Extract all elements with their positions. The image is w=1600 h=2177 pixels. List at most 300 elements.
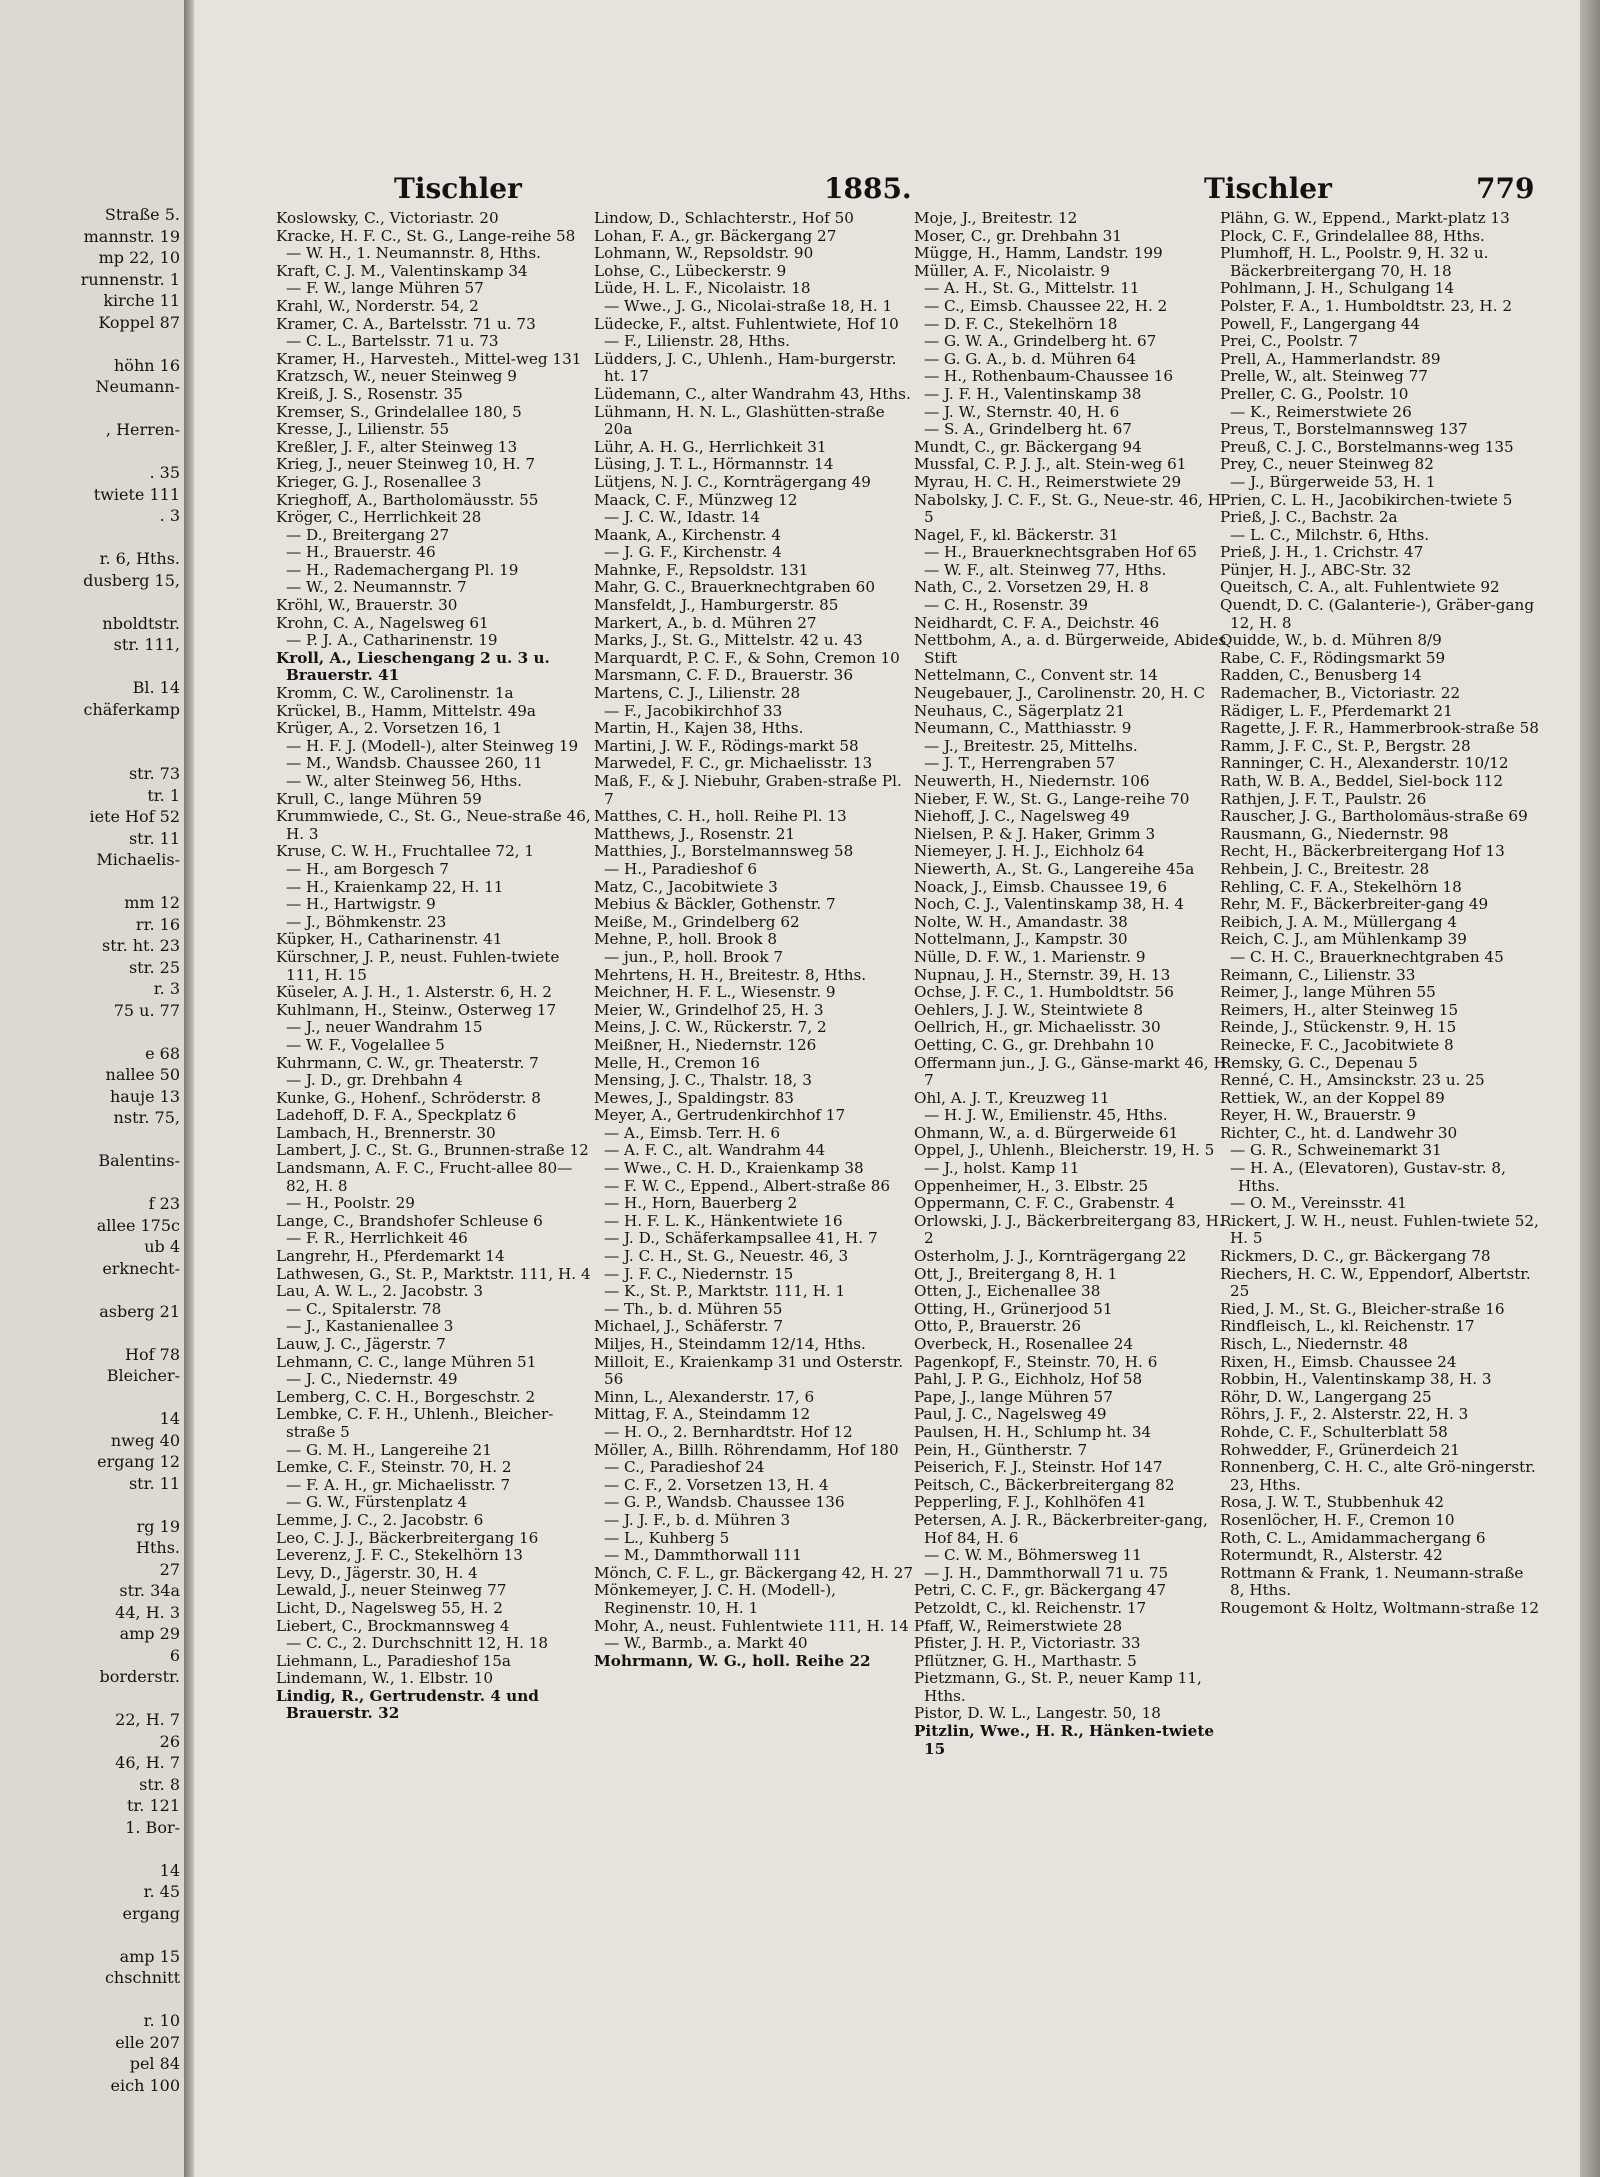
directory-entry: Michael, J., Schäferstr. 7 — [594, 1317, 784, 1336]
directory-entry: — P. J. A., Catharinenstr. 19 — [286, 631, 498, 650]
directory-entry: Marsmann, C. F. D., Brauerstr. 36 — [594, 666, 853, 685]
directory-entry: Meiße, M., Grindelberg 62 — [594, 912, 800, 931]
left-fragment-line: r. 3 — [153, 979, 180, 998]
directory-entry: Polster, F. A., 1. Humboldtstr. 23, H. 2 — [1220, 296, 1512, 315]
left-fragment-line: twiete 111 — [93, 484, 180, 504]
directory-entry: Rougemont & Holtz, Woltmann-straße 12 — [1220, 1598, 1540, 1617]
directory-entry: — D., Breitergang 27 — [286, 525, 450, 544]
directory-entry: Ochse, J. F. C., 1. Humboldtstr. 56 — [914, 983, 1174, 1002]
directory-entry: Kunke, G., Hohenf., Schröderstr. 8 — [276, 1088, 541, 1107]
directory-entry: Orlowski, J. J., Bäckerbreitergang 83, H. 2 — [914, 1211, 1224, 1248]
directory-entry: Pistor, D. W. L., Langestr. 50, 18 — [914, 1704, 1161, 1723]
directory-entry: Reich, C. J., am Mühlenkamp 39 — [1220, 930, 1467, 949]
directory-entry: Mebius & Bäckler, Gothenstr. 7 — [594, 895, 836, 914]
directory-entry: — H., Rothenbaum-Chaussee 16 — [924, 367, 1174, 386]
directory-entry: Pohlmann, J. H., Schulgang 14 — [1220, 279, 1455, 298]
left-fragment-line — [0, 441, 180, 463]
directory-entry: Kromm, C. W., Carolinenstr. 1a — [276, 684, 514, 703]
directory-entry: — W., 2. Neumannstr. 7 — [286, 578, 467, 597]
left-fragment-line: rg 19 — [136, 1516, 180, 1536]
directory-entry: Lau, A. W. L., 2. Jacobstr. 3 — [276, 1282, 484, 1301]
directory-entry: Otto, P., Brauerstr. 26 — [914, 1317, 1082, 1336]
directory-entry: Oellrich, H., gr. Michaelisstr. 30 — [914, 1018, 1161, 1037]
directory-entry: — G. R., Schweinemarkt 31 — [1230, 1141, 1442, 1160]
left-fragment-line: str. 34a — [119, 1581, 180, 1600]
left-fragment-line: asberg 21 — [99, 1301, 180, 1321]
left-fragment-line: elle 207 — [115, 2032, 180, 2052]
directory-entry: — G. G. A., b. d. Mühren 64 — [924, 349, 1137, 368]
directory-entry: Preus, T., Borstelmannsweg 137 — [1220, 420, 1468, 439]
left-fragment-line: höhn 16 — [114, 355, 180, 375]
left-fragment-line: 75 u. 77 — [113, 1000, 180, 1020]
directory-page — [194, 0, 1580, 2177]
directory-entry: Lambert, J. C., St. G., Brunnen-straße 12 — [276, 1141, 589, 1160]
directory-entry: Risch, L., Niedernstr. 48 — [1220, 1335, 1408, 1353]
directory-entry: — J. D., gr. Drehbahn 4 — [286, 1071, 463, 1090]
directory-entry: Rindfleisch, L., kl. Reichenstr. 17 — [1220, 1317, 1475, 1336]
directory-entry: Queitsch, C. A., alt. Fuhlentwiete 92 — [1220, 578, 1500, 597]
directory-entry: Pagenkopf, F., Steinstr. 70, H. 6 — [914, 1352, 1158, 1371]
directory-entry: Roth, C. L., Amidammachergang 6 — [1220, 1528, 1486, 1547]
directory-entry: — W., alter Steinweg 56, Hths. — [286, 772, 522, 790]
left-fragment-line: tr. 121 — [126, 1796, 180, 1815]
directory-entry: Ohl, A. J. T., Kreuzweg 11 — [914, 1088, 1110, 1107]
directory-entry: Lathwesen, G., St. P., Marktstr. 111, H. 4 — [276, 1264, 591, 1283]
directory-entry: Rickmers, D. C., gr. Bäckergang 78 — [1220, 1247, 1491, 1266]
directory-entry: — H., Horn, Bauerberg 2 — [604, 1194, 798, 1213]
directory-entry: — W., Barmb., a. Markt 40 — [604, 1634, 808, 1653]
directory-entry: Reinecke, F. C., Jacobitwiete 8 — [1220, 1035, 1454, 1054]
directory-entry: Prieß, J. C., Bachstr. 2a — [1220, 508, 1398, 527]
directory-entry: Offermann jun., J. G., Gänse-markt 46, H. 7 — [914, 1053, 1232, 1090]
directory-entry: — G. M. H., Langereihe 21 — [286, 1440, 492, 1459]
directory-entry: Krummwiede, C., St. G., Neue-straße 46, H. 3 — [276, 807, 591, 843]
left-fragment-line: Balentins- — [98, 1151, 180, 1170]
left-fragment-line: 6 — [169, 1645, 180, 1665]
directory-entry: — G. W., Fürstenplatz 4 — [286, 1493, 468, 1512]
directory-entry: Matz, C., Jacobitwiete 3 — [594, 877, 778, 896]
left-fragment-line: mm 12 — [124, 893, 180, 912]
directory-entry: — H., Poolstr. 29 — [286, 1194, 415, 1213]
directory-entry: — jun., P., holl. Brook 7 — [604, 947, 784, 966]
directory-entry: Lüdders, J. C., Uhlenh., Ham-burgerstr. ht. 17 — [594, 349, 897, 386]
directory-entry: Renné, C. H., Amsinckstr. 23 u. 25 — [1220, 1071, 1485, 1090]
directory-entry: Rickert, J. W. H., neust. Fuhlen-twiete 52, H. 5 — [1220, 1211, 1539, 1248]
directory-entry: Marquardt, P. C. F., & Sohn, Cremon 10 — [594, 648, 900, 667]
directory-entry: Krohn, C. A., Nagelsweg 61 — [276, 613, 489, 632]
directory-entry: Petri, C. C. F., gr. Bäckergang 47 — [914, 1581, 1167, 1600]
directory-entry: Liehmann, L., Paradieshof 15a — [276, 1651, 511, 1670]
left-fragment-line — [0, 1279, 180, 1301]
left-fragment-line: ub 4 — [144, 1237, 180, 1256]
left-fragment-line — [0, 1688, 180, 1710]
directory-entry: Maß, F., & J. Niebuhr, Graben-straße Pl. 7 — [594, 772, 902, 808]
directory-entry: — C. H. C., Brauerknechtgraben 45 — [1230, 947, 1504, 966]
directory-entry: Prelle, W., alt. Steinweg 77 — [1220, 367, 1428, 386]
directory-entry: Kremser, S., Grindelallee 180, 5 — [276, 402, 522, 421]
directory-entry: Rath, W. B. A., Beddel, Siel-bock 112 — [1220, 772, 1503, 790]
directory-entry: — W. F., Vogelallee 5 — [286, 1035, 445, 1054]
directory-entry: Rabe, C. F., Rödingsmarkt 59 — [1220, 648, 1446, 667]
directory-entry: — J. F. H., Valentinskamp 38 — [924, 384, 1142, 403]
directory-entry: Rehr, M. F., Bäckerbreiter-gang 49 — [1220, 895, 1489, 914]
left-fragment-line: Neumann- — [95, 377, 180, 396]
directory-entry: — J. J. F., b. d. Mühren 3 — [604, 1510, 791, 1529]
directory-entry: — H. A., (Elevatoren), Gustav-str. 8, Hths. — [1230, 1159, 1506, 1195]
directory-entry: Mahnke, F., Repsoldstr. 131 — [594, 560, 809, 579]
directory-entry: — J. C., Niedernstr. 49 — [286, 1370, 458, 1389]
directory-entry: Kruse, C. W. H., Fruchtallee 72, 1 — [276, 842, 535, 861]
directory-entry: Preuß, C. J. C., Borstelmanns-weg 135 — [1220, 437, 1514, 456]
directory-entry: Prell, A., Hammerlandstr. 89 — [1220, 349, 1441, 368]
directory-entry: Kreßler, J. F., alter Steinweg 13 — [276, 437, 518, 456]
left-fragment-line: 27 — [159, 1559, 180, 1579]
directory-entry: Röhr, D. W., Langergang 25 — [1220, 1387, 1432, 1406]
directory-entry: — J. C. W., Idastr. 14 — [604, 508, 760, 527]
left-fragment-line: r. 6, Hths. — [99, 549, 180, 568]
directory-entry: Lange, C., Brandshofer Schleuse 6 — [276, 1211, 543, 1230]
left-fragment-line: eich 100 — [110, 2075, 180, 2095]
left-fragment-line: Hof 78 — [125, 1344, 180, 1364]
left-page-text — [0, 204, 180, 2096]
left-fragment-line — [0, 1021, 180, 1043]
directory-entry: Ladehoff, D. F. A., Speckplatz 6 — [276, 1106, 517, 1125]
directory-entry: Pein, H., Güntherstr. 7 — [914, 1440, 1088, 1459]
directory-entry: Mehrtens, H. H., Breitestr. 8, Hths. — [594, 965, 867, 984]
directory-entry: Krieger, G. J., Rosenallee 3 — [276, 472, 482, 491]
directory-entry: Lüde, H. L. F., Nicolaistr. 18 — [594, 279, 811, 298]
directory-entry: Mohrmann, W. G., holl. Reihe 22 — [594, 1651, 871, 1670]
directory-entry: Lüdemann, C., alter Wandrahm 43, Hths. — [594, 384, 911, 403]
left-fragment-line: str. 73 — [128, 764, 180, 783]
directory-entry: — G. W. A., Grindelberg ht. 67 — [924, 332, 1157, 351]
directory-entry: Petersen, A. J. R., Bäckerbreiter-gang, Hof 84, H. 6 — [914, 1510, 1208, 1547]
directory-entry: Reibich, J. A. M., Müllergang 4 — [1220, 912, 1458, 931]
directory-entry: Mittag, F. A., Steindamm 12 — [594, 1405, 811, 1424]
left-fragment-line: nweg 40 — [110, 1430, 180, 1450]
directory-entry: Milloit, E., Kraienkamp 31 und Osterstr. 56 — [594, 1352, 904, 1389]
directory-entry: Pfister, J. H. P., Victoriastr. 33 — [914, 1634, 1141, 1653]
directory-entry: Pünjer, H. J., ABC-Str. 32 — [1220, 560, 1412, 579]
directory-entry: Neuwerth, H., Niedernstr. 106 — [914, 772, 1150, 790]
directory-entry: Küseler, A. J. H., 1. Alsterstr. 6, H. 2 — [276, 983, 552, 1002]
left-fragment-line — [0, 333, 180, 355]
book-gutter — [184, 0, 194, 2177]
header-right-title: Tischler — [1204, 172, 1332, 205]
directory-entry: Lemme, J. C., 2. Jacobstr. 6 — [276, 1510, 484, 1529]
directory-entry: Kratzsch, W., neuer Steinweg 9 — [276, 367, 517, 386]
left-fragment-line: borderstr. — [99, 1667, 180, 1686]
directory-entry: Martini, J. W. F., Rödings-markt 58 — [594, 736, 859, 755]
directory-entry: — J., Breitestr. 25, Mittelhs. — [924, 736, 1138, 755]
directory-entry: Müller, A. F., Nicolaistr. 9 — [914, 261, 1110, 280]
directory-entry: Martens, C. J., Lilienstr. 28 — [594, 684, 801, 703]
directory-entry: Nettelmann, C., Convent str. 14 — [914, 666, 1158, 685]
directory-entry: Rauscher, J. G., Bartholomäus-straße 69 — [1220, 807, 1528, 826]
directory-entry: — F. W. C., Eppend., Albert-straße 86 — [604, 1176, 891, 1195]
left-fragment-line: erknecht- — [102, 1258, 180, 1278]
directory-entry: — K., Reimerstwiete 26 — [1230, 402, 1412, 421]
left-fragment-line — [0, 720, 180, 742]
directory-entry: Kröger, C., Herrlichkeit 28 — [276, 508, 482, 527]
directory-entry: — J., Kastanienallee 3 — [286, 1317, 454, 1336]
directory-entry: Pahl, J. P. G., Eichholz, Hof 58 — [914, 1370, 1143, 1389]
directory-entry: Radden, C., Benusberg 14 — [1220, 666, 1422, 685]
left-fragment-line — [0, 1494, 180, 1516]
directory-entry: Ried, J. M., St. G., Bleicher-straße 16 — [1220, 1299, 1505, 1318]
directory-entry: Ohmann, W., a. d. Bürgerweide 61 — [914, 1123, 1179, 1142]
directory-entry: Nielsen, P. & J. Haker, Grimm 3 — [914, 824, 1156, 843]
directory-entry: Lüsing, J. T. L., Hörmannstr. 14 — [594, 455, 834, 474]
directory-entry: Pape, J., lange Mühren 57 — [914, 1387, 1113, 1406]
directory-entry: Maack, C. F., Münzweg 12 — [594, 490, 798, 509]
directory-entry: — W. H., 1. Neumannstr. 8, Hths. — [286, 244, 541, 263]
directory-entry: Rosenlöcher, H. F., Cremon 10 — [1220, 1510, 1455, 1529]
directory-entry: Leverenz, J. F. C., Stekelhörn 13 — [276, 1546, 523, 1565]
directory-entry: Kramer, H., Harvesteh., Mittel-weg 131 — [276, 349, 582, 368]
directory-entry: Nieber, F. W., St. G., Lange-reihe 70 — [914, 789, 1190, 808]
directory-entry: Peitsch, C., Bäckerbreitergang 82 — [914, 1475, 1175, 1494]
directory-entry: — J. D., Schäferkampsallee 41, H. 7 — [604, 1229, 878, 1248]
left-fragment-line: 14 — [159, 1860, 180, 1880]
directory-entry: Lemke, C. F., Steinstr. 70, H. 2 — [276, 1458, 512, 1477]
directory-entry: — H., Paradieshof 6 — [604, 859, 758, 878]
directory-entry: Mönch, C. F. L., gr. Bäckergang 42, H. 27 — [594, 1563, 914, 1582]
directory-entry: Lemberg, C. C. H., Borgeschstr. 2 — [276, 1387, 536, 1406]
directory-entry: Möller, A., Billh. Röhrendamm, Hof 180 — [594, 1440, 899, 1459]
directory-entry: Minn, L., Alexanderstr. 17, 6 — [594, 1387, 815, 1406]
left-fragment-line: ergang 12 — [97, 1452, 180, 1471]
directory-entry: Rotermundt, R., Alsterstr. 42 — [1220, 1546, 1443, 1565]
directory-entry: — O. M., Vereinsstr. 41 — [1230, 1194, 1407, 1213]
directory-entry: Lewald, J., neuer Steinweg 77 — [276, 1581, 507, 1600]
directory-entry: Oppenheimer, H., 3. Elbstr. 25 — [914, 1176, 1149, 1195]
directory-entry: Plumhoff, H. L., Poolstr. 9, H. 32 u. Bäckerbreitergang 70, H. 18 — [1220, 244, 1489, 280]
directory-entry: Nettbohm, A., a. d. Bürgerweide, Abides Stift — [914, 631, 1227, 667]
directory-entry: Lembke, C. F. H., Uhlenh., Bleicher-straße 5 — [276, 1405, 554, 1441]
left-fragment-line: 44, H. 3 — [115, 1602, 180, 1622]
directory-entry: Mohr, A., neust. Fuhlentwiete 111, H. 14 — [594, 1616, 909, 1635]
directory-entry: — J. W., Sternstr. 40, H. 6 — [924, 402, 1120, 421]
directory-entry: Pitzlin, Wwe., H. R., Hänken-twiete 15 — [914, 1722, 1215, 1758]
directory-entry: Ranninger, C. H., Alexanderstr. 10/12 — [1220, 754, 1509, 773]
directory-entry: — L. C., Milchstr. 6, Hths. — [1230, 525, 1430, 544]
directory-entry: Moser, C., gr. Drehbahn 31 — [914, 226, 1122, 245]
left-fragment-line — [0, 871, 180, 893]
directory-entry: Marks, J., St. G., Mittelstr. 42 u. 43 — [594, 631, 863, 650]
directory-entry: Powell, F., Langergang 44 — [1220, 314, 1421, 333]
directory-entry: Reinde, J., Stückenstr. 9, H. 15 — [1220, 1018, 1457, 1037]
directory-entry: — Wwe., J. G., Nicolai-straße 18, H. 1 — [604, 296, 893, 315]
directory-entry: Lüdecke, F., altst. Fuhlentwiete, Hof 10 — [594, 314, 899, 333]
directory-entry: Rottmann & Frank, 1. Neumann-straße 8, Hths. — [1220, 1563, 1524, 1600]
left-fragment-line: nallee 50 — [105, 1065, 180, 1084]
directory-entry: — H. F. L. K., Hänkentwiete 16 — [604, 1211, 843, 1230]
directory-entry: Plock, C. F., Grindelallee 88, Hths. — [1220, 226, 1485, 245]
directory-entry: — S. A., Grindelberg ht. 67 — [924, 420, 1132, 439]
directory-entry: Richter, C., ht. d. Landwehr 30 — [1220, 1123, 1458, 1142]
directory-entry: Reimers, H., alter Steinweg 15 — [1220, 1000, 1459, 1019]
left-fragment-line: str. 25 — [128, 957, 180, 977]
left-fragment-line: Straße 5. — [104, 205, 180, 224]
directory-entry: Mundt, C., gr. Bäckergang 94 — [914, 437, 1142, 456]
directory-entry: Maank, A., Kirchenstr. 4 — [594, 525, 782, 544]
directory-entry: Rosa, J. W. T., Stubbenhuk 42 — [1220, 1493, 1445, 1512]
directory-entry: Meißner, H., Niedernstr. 126 — [594, 1035, 817, 1054]
directory-entry: Kürschner, J. P., neust. Fuhlen-twiete 111, H. 15 — [276, 947, 560, 984]
left-fragment-line: 1. Bor- — [125, 1817, 180, 1837]
page-header — [194, 172, 1580, 212]
left-fragment-line: str. 111, — [113, 635, 180, 654]
left-fragment-line — [0, 1172, 180, 1194]
left-fragment-line: f 23 — [148, 1194, 180, 1213]
directory-entry: Oetting, C. G., gr. Drehbahn 10 — [914, 1035, 1155, 1054]
directory-entry: — J., Böhmkenstr. 23 — [286, 912, 447, 931]
directory-entry: Mahr, G. C., Brauerknechtgraben 60 — [594, 578, 875, 597]
directory-entry: Melle, H., Cremon 16 — [594, 1053, 760, 1072]
directory-entry: — H., Rademachergang Pl. 19 — [286, 560, 519, 579]
directory-entry: — J. C. H., St. G., Neuestr. 46, 3 — [604, 1247, 849, 1266]
directory-entry: Neidhardt, C. F. A., Deichstr. 46 — [914, 613, 1160, 632]
directory-entry: Mussfal, C. P. J. J., alt. Stein-weg 61 — [914, 455, 1187, 474]
directory-entry: Nabolsky, J. C. F., St. G., Neue-str. 46, H. 5 — [914, 490, 1226, 527]
directory-entry: Paulsen, H. H., Schlump ht. 34 — [914, 1422, 1152, 1441]
header-year: 1885. — [824, 172, 912, 205]
left-fragment-line — [0, 1989, 180, 2011]
directory-entry: Quendt, D. C. (Galanterie-), Gräber-gang 12, H. 8 — [1220, 596, 1535, 632]
directory-entry: Lohmann, W., Repsoldstr. 90 — [594, 244, 814, 263]
directory-entry: Rädiger, L. F., Pferdemarkt 21 — [1220, 701, 1453, 720]
directory-entry: Küpker, H., Catharinenstr. 41 — [276, 930, 503, 949]
directory-entry: Quidde, W., b. d. Mühren 8/9 — [1220, 631, 1442, 650]
directory-entry: — H. J. W., Emilienstr. 45, Hths. — [924, 1106, 1168, 1125]
directory-entry: Rohwedder, F., Grünerdeich 21 — [1220, 1440, 1460, 1459]
directory-entry: Rehbein, J. C., Breitestr. 28 — [1220, 859, 1430, 878]
directory-entry: Pepperling, F. J., Kohlhöfen 41 — [914, 1493, 1147, 1512]
left-fragment-line: 14 — [159, 1409, 180, 1428]
directory-entry: Plähn, G. W., Eppend., Markt-platz 13 — [1220, 209, 1510, 227]
directory-entry: Levy, D., Jägerstr. 30, H. 4 — [276, 1563, 478, 1582]
directory-entry: Robbin, H., Valentinskamp 38, H. 3 — [1220, 1370, 1492, 1389]
page-number: 779 — [1476, 172, 1535, 205]
directory-entry: Matthews, J., Rosenstr. 21 — [594, 824, 796, 843]
directory-entry: — A., Eimsb. Terr. H. 6 — [604, 1123, 780, 1142]
directory-column-1 — [276, 210, 596, 1723]
directory-entry: Lindemann, W., 1. Elbstr. 10 — [276, 1669, 493, 1688]
directory-entry: Reimann, C., Lilienstr. 33 — [1220, 965, 1416, 984]
directory-entry: — H., Brauerstr. 46 — [286, 543, 436, 562]
directory-entry: Lohan, F. A., gr. Bäckergang 27 — [594, 226, 837, 245]
directory-entry: Meyer, A., Gertrudenkirchhof 17 — [594, 1106, 846, 1125]
directory-entry: Lambach, H., Brennerstr. 30 — [276, 1123, 496, 1142]
directory-entry: Prei, C., Poolstr. 7 — [1220, 332, 1359, 351]
directory-entry: Noack, J., Eimsb. Chaussee 19, 6 — [914, 877, 1168, 896]
directory-entry: Noch, C. J., Valentinskamp 38, H. 4 — [914, 895, 1185, 914]
directory-column-4 — [1220, 210, 1540, 1618]
directory-entry: — C., Spitalerstr. 78 — [286, 1299, 442, 1318]
left-fragment-line: str. ht. 23 — [102, 936, 180, 955]
left-fragment-line: str. 11 — [128, 828, 180, 848]
directory-entry: Markert, A., b. d. Mühren 27 — [594, 613, 817, 632]
directory-entry: Rademacher, B., Victoriastr. 22 — [1220, 684, 1461, 703]
directory-entry: Nolte, W. H., Amandastr. 38 — [914, 912, 1128, 931]
left-fragment-line — [0, 1129, 180, 1151]
directory-entry: — D. F. C., Stekelhörn 18 — [924, 314, 1118, 333]
directory-entry: Landsmann, A. F. C., Frucht-allee 80—82, H. 8 — [276, 1159, 573, 1195]
directory-entry: — J. F. C., Niedernstr. 15 — [604, 1264, 794, 1283]
directory-column-2 — [594, 210, 914, 1670]
directory-entry: Meins, J. C. W., Rückerstr. 7, 2 — [594, 1018, 827, 1037]
directory-entry: — M., Wandsb. Chaussee 260, 11 — [286, 754, 543, 773]
left-fragment-line: hauje 13 — [109, 1086, 180, 1106]
directory-entry: Krüger, A., 2. Vorsetzen 16, 1 — [276, 719, 503, 738]
directory-entry: Osterholm, J. J., Kornträgergang 22 — [914, 1247, 1187, 1266]
directory-entry: Kroll, A., Lieschengang 2 u. 3 u. Brauerstr. 41 — [276, 648, 550, 685]
directory-entry: Reyer, H. W., Brauerstr. 9 — [1220, 1106, 1416, 1125]
header-left-title: Tischler — [394, 172, 522, 205]
directory-entry: Ragette, J. F. R., Hammerbrook-straße 58 — [1220, 719, 1539, 738]
directory-entry: Ott, J., Breitergang 8, H. 1 — [914, 1264, 1118, 1283]
directory-entry: — W. F., alt. Steinweg 77, Hths. — [924, 560, 1167, 579]
directory-entry: — F. A. H., gr. Michaelisstr. 7 — [286, 1475, 511, 1494]
directory-entry: — J. G. F., Kirchenstr. 4 — [604, 543, 782, 562]
left-fragment-line: kirche 11 — [103, 291, 180, 310]
directory-entry: — J., Bürgerweide 53, H. 1 — [1230, 472, 1436, 491]
directory-entry: Nupnau, J. H., Sternstr. 39, H. 13 — [914, 965, 1171, 984]
directory-entry: Rehling, C. F. A., Stekelhörn 18 — [1220, 877, 1462, 896]
directory-entry: Rausmann, G., Niedernstr. 98 — [1220, 824, 1449, 843]
directory-entry: Pietzmann, G., St. P., neuer Kamp 11, Hths. — [914, 1669, 1202, 1705]
directory-entry: Niewerth, A., St. G., Langereihe 45a — [914, 859, 1195, 878]
left-fragment-line — [0, 527, 180, 549]
directory-entry: Niehoff, J. C., Nagelsweg 49 — [914, 807, 1130, 826]
directory-entry: Neuhaus, C., Sägerplatz 21 — [914, 701, 1126, 720]
left-fragment-line: Michaelis- — [96, 850, 180, 869]
directory-entry: Oppermann, C. F. C., Grabenstr. 4 — [914, 1194, 1175, 1213]
left-fragment-line: nstr. 75, — [113, 1108, 180, 1127]
directory-entry: Röhrs, J. F., 2. Alsterstr. 22, H. 3 — [1220, 1405, 1469, 1424]
directory-entry: Pfaff, W., Reimerstwiete 28 — [914, 1616, 1123, 1635]
directory-entry: Krieghoff, A., Bartholomäusstr. 55 — [276, 490, 539, 509]
directory-entry: Mewes, J., Spaldingstr. 83 — [594, 1088, 794, 1107]
directory-entry: Meier, W., Grindelhof 25, H. 3 — [594, 1000, 824, 1019]
directory-entry: Licht, D., Nagelsweg 55, H. 2 — [276, 1598, 503, 1617]
left-fragment-line: ergang — [122, 1903, 180, 1923]
directory-column-3 — [914, 210, 1234, 1758]
directory-entry: Pflützner, G. H., Marthastr. 5 — [914, 1651, 1137, 1670]
directory-entry: — C. H., Rosenstr. 39 — [924, 596, 1089, 615]
directory-entry: Remsky, G. C., Depenau 5 — [1220, 1053, 1418, 1072]
directory-entry: Liebert, C., Brockmannsweg 4 — [276, 1616, 510, 1635]
directory-entry: Koslowsky, C., Victoriastr. 20 — [276, 209, 499, 227]
directory-entry: Lindow, D., Schlachterstr., Hof 50 — [594, 209, 854, 227]
directory-entry: Nath, C., 2. Vorsetzen 29, H. 8 — [914, 578, 1149, 597]
left-fragment-line: str. 11 — [128, 1473, 180, 1493]
directory-entry: — F., Jacobikirchhof 33 — [604, 701, 783, 720]
directory-entry: Neumann, C., Matthiasstr. 9 — [914, 719, 1132, 738]
directory-entry: Kröhl, W., Brauerstr. 30 — [276, 596, 458, 615]
directory-entry: — J., holst. Kamp 11 — [924, 1159, 1080, 1178]
directory-entry: Matthies, J., Borstelmannsweg 58 — [594, 842, 854, 861]
directory-entry: Preller, C. G., Poolstr. 10 — [1220, 384, 1409, 403]
directory-entry: Otting, H., Grünerjood 51 — [914, 1299, 1113, 1318]
left-fragment-line: r. 10 — [143, 2011, 180, 2030]
directory-entry: Miljes, H., Steindamm 12/14, Hths. — [594, 1335, 866, 1353]
left-fragment-line: e 68 — [145, 1043, 180, 1063]
directory-entry: Lauw, J. C., Jägerstr. 7 — [276, 1335, 446, 1353]
directory-entry: — F. R., Herrlichkeit 46 — [286, 1229, 468, 1248]
directory-entry: Lühr, A. H. G., Herrlichkeit 31 — [594, 437, 827, 456]
